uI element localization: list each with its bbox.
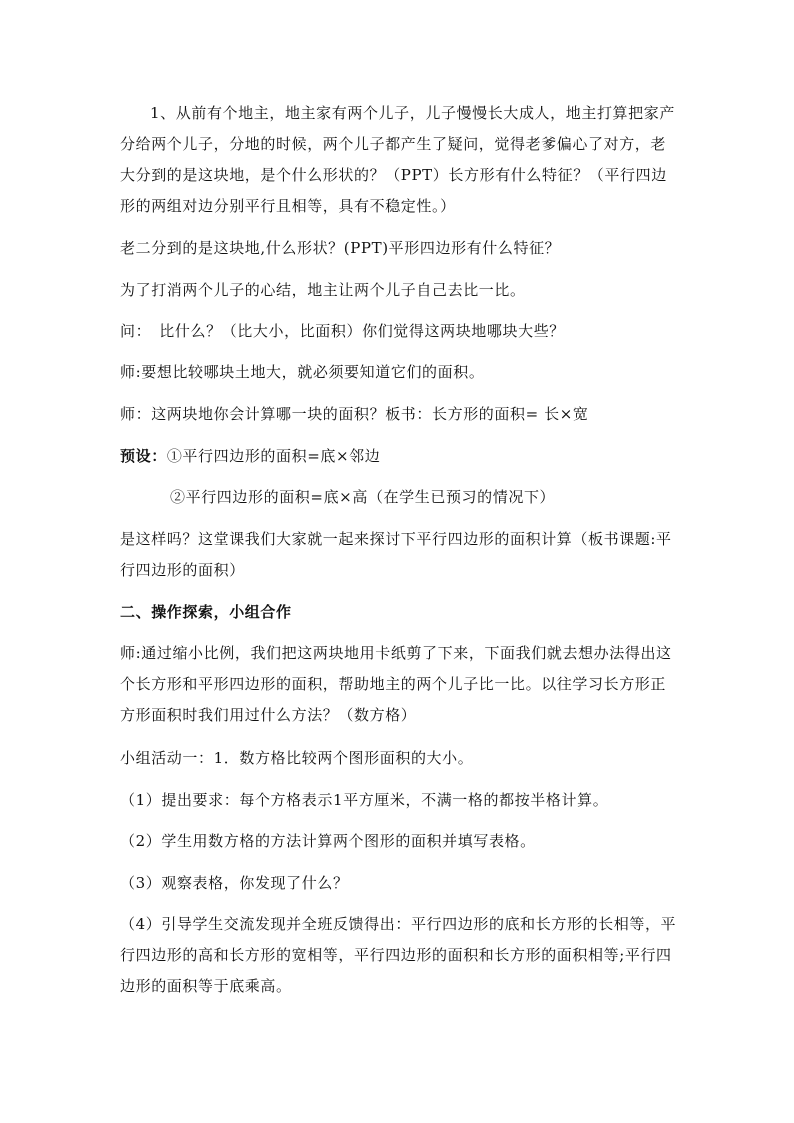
paragraph-question: 问： 比什么？（比大小，比面积）你们觉得这两块地哪块大些？ [120,322,565,340]
paragraph-preset-2: ②平行四边形的面积=底×高（在学生已预习的情况下） [170,488,556,506]
paragraph-teacher-area: 师:要想比较哪块土地大，就必须要知道它们的面积。 [120,363,485,381]
paragraph-cardboard: 师:通过缩小比例，我们把这两块地用卡纸剪了下来，下面我们就去想办法得出这个长方形和平形四边形的面积，帮助地主的两个儿子比一比。以往学习长方形正方形面积时我们用过什么方法？（数方格） [120,644,672,724]
paragraph-preset-1 [120,441,680,472]
paragraph-step-2: （2）学生用数方格的方法计算两个图形的面积并填写表格。 [120,832,536,850]
section-heading-operation: 二、操作探索，小组合作 [120,603,292,621]
paragraph-story-intro: 1、从前有个地主，地主家有两个儿子，儿子慢慢长大成人，地主打算把家产分给两个儿子，分地的时候，两个儿子都产生了疑问，觉得老爹偏心了对方，老大分到的是这块地，是个什么形状的？（PPT）长方形有什么特征？（平行四边形的两组对边分别平行且相等，具有不稳定性。） [120,104,675,215]
preset-label: 预设： [120,447,167,465]
paragraph-explore: 是这样吗？这堂课我们大家就一起来探讨下平行四边形的面积计算（板书课题:平行四边形的面积） [120,530,672,579]
paragraph-step-3: （3）观察表格，你发现了什么？ [120,874,349,892]
paragraph-compare: 为了打消两个儿子的心结，地主让两个儿子自己去比一比。 [120,281,526,299]
paragraph-group-activity: 小组活动一：1．数方格比较两个图形面积的大小。 [120,749,474,767]
paragraph-second-son-land: 老二分到的是这块地,什么形状？(PPT)平形四边形有什么特征？ [120,239,561,257]
paragraph-step-1: （1）提出要求：每个方格表示1平方厘米，不满一格的都按半格计算。 [120,791,609,809]
paragraph-step-4: （4）引导学生交流发现并全班反馈得出：平行四边形的底和长方形的长相等，平行四边形的高和长方形的宽相等，平行四边形的面积和长方形的面积相等;平行四边形的面积等于底乘高。 [120,915,677,995]
paragraph-board-writing: 师：这两块地你会计算哪一块的面积？板书：长方形的面积= 长×宽 [120,405,589,423]
preset-item-1: ①平行四边形的面积=底×邻边 [166,447,381,465]
